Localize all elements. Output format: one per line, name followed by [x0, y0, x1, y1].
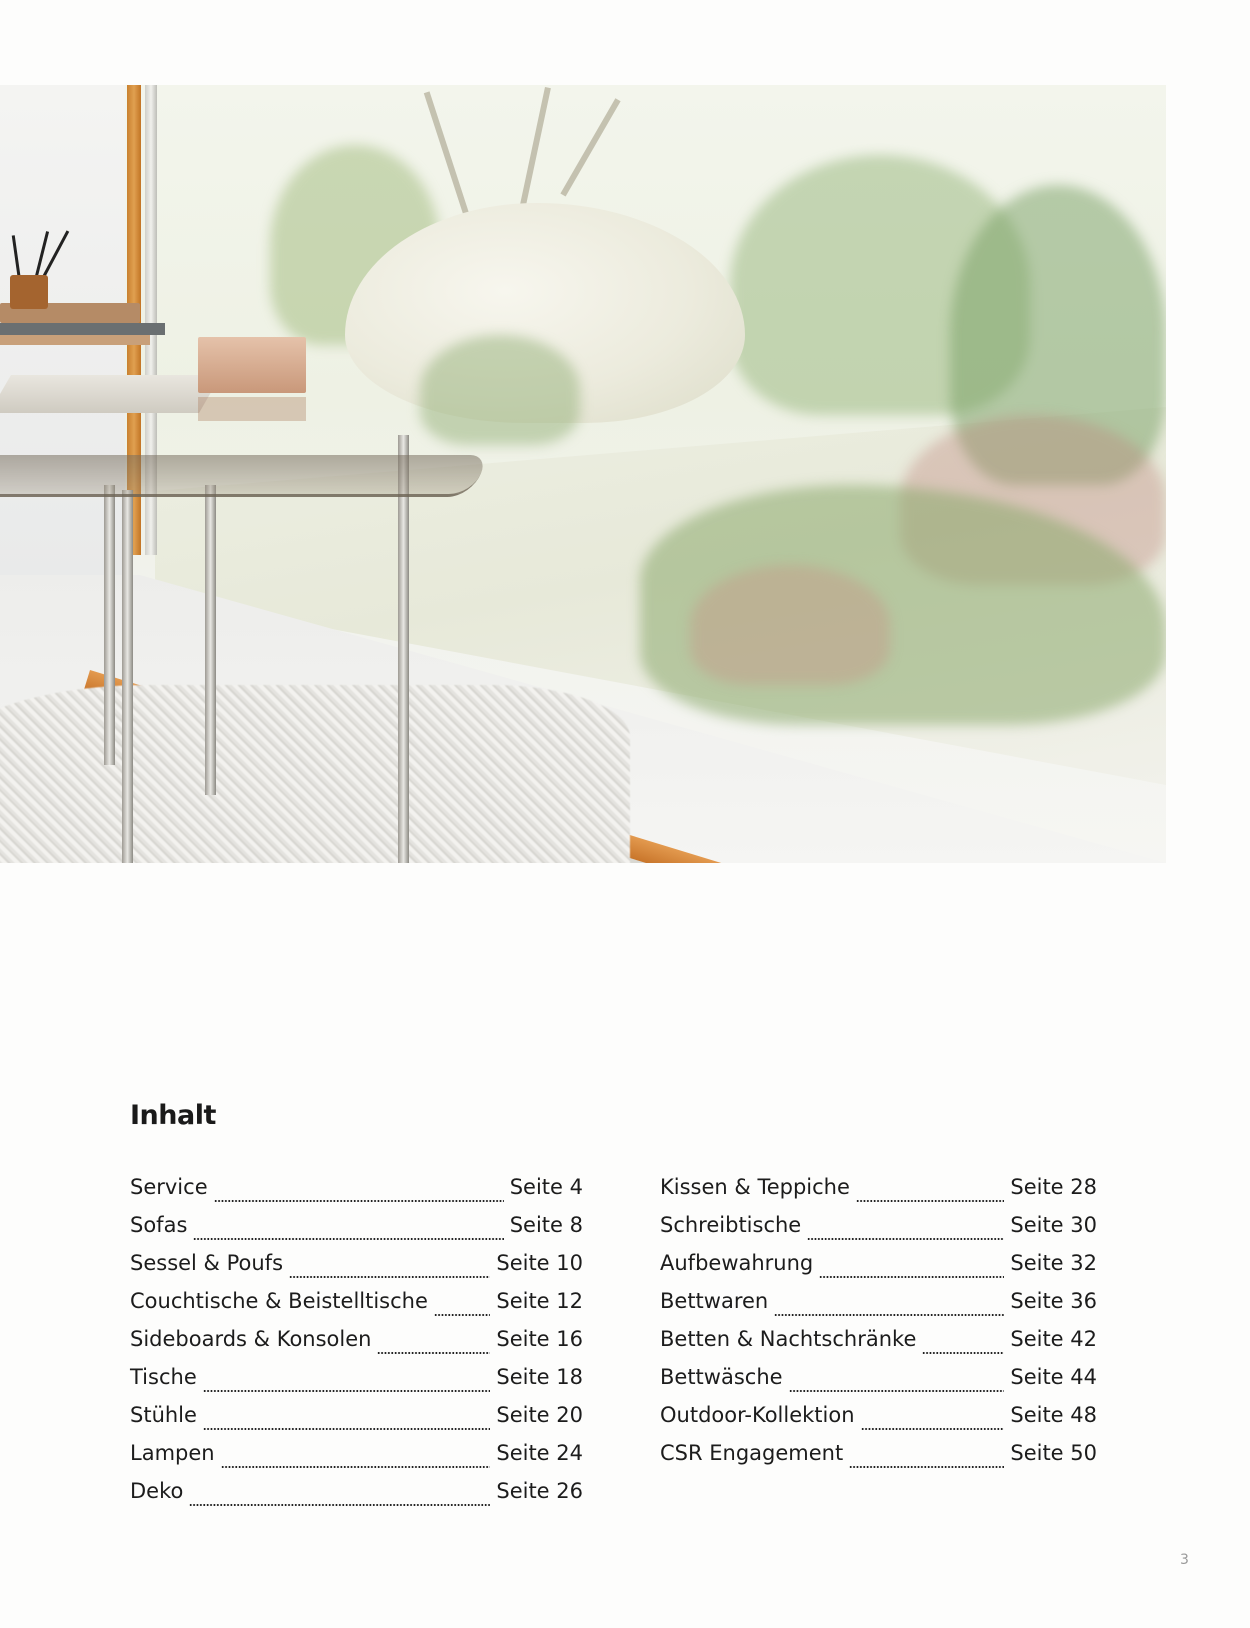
garden-plant — [420, 335, 580, 445]
toc-entry[interactable] — [130, 1441, 583, 1479]
toc-entry-page: Seite 28 — [1010, 1175, 1097, 1199]
toc-entry-label: Lampen — [130, 1441, 215, 1465]
toc-entry-page: Seite 8 — [509, 1213, 583, 1237]
table-leg — [122, 490, 133, 863]
toc-entry-page: Seite 12 — [496, 1289, 583, 1313]
shaggy-rug — [0, 685, 630, 863]
toc-entry[interactable] — [130, 1479, 583, 1517]
decor-box — [198, 337, 306, 393]
box-reflection — [198, 397, 306, 421]
dot-leader — [856, 1200, 1004, 1202]
toc-entry-label: Service — [130, 1175, 208, 1199]
toc-entry[interactable] — [660, 1365, 1097, 1403]
dot-leader — [377, 1352, 490, 1354]
toc-entry[interactable] — [130, 1365, 583, 1403]
dot-leader — [221, 1466, 491, 1468]
dot-leader — [819, 1276, 1004, 1278]
toc-entry-page: Seite 10 — [496, 1251, 583, 1275]
glass-table-top — [0, 455, 488, 497]
dot-leader — [193, 1238, 503, 1240]
toc-entry-page: Seite 24 — [496, 1441, 583, 1465]
dot-leader — [189, 1504, 490, 1506]
dot-leader — [214, 1200, 504, 1202]
toc-column-right — [660, 1175, 1097, 1479]
dot-leader — [289, 1276, 490, 1278]
toc-entry-label: Bettwäsche — [660, 1365, 783, 1389]
toc-entry-label: Tische — [130, 1365, 197, 1389]
toc-entry-label: Betten & Nachtschränke — [660, 1327, 917, 1351]
toc-entry-label: Sofas — [130, 1213, 188, 1237]
dot-leader — [203, 1428, 490, 1430]
toc-entry-label: CSR Engagement — [660, 1441, 844, 1465]
dot-leader — [434, 1314, 490, 1316]
toc-entry-label: Stühle — [130, 1403, 197, 1427]
toc-entry-label: Deko — [130, 1479, 184, 1503]
toc-entry[interactable] — [130, 1251, 583, 1289]
toc-entry-label: Schreibtische — [660, 1213, 802, 1237]
toc-entry-page: Seite 16 — [496, 1327, 583, 1351]
toc-entry[interactable] — [660, 1289, 1097, 1327]
toc-entry-page: Seite 4 — [509, 1175, 583, 1199]
toc-entry-label: Sessel & Poufs — [130, 1251, 284, 1275]
hero-photo — [0, 85, 1166, 863]
toc-entry[interactable] — [130, 1175, 583, 1213]
toc-entry[interactable] — [130, 1327, 583, 1365]
toc-entry[interactable] — [660, 1251, 1097, 1289]
toc-entry-label: Aufbewahrung — [660, 1251, 814, 1275]
toc-entry-page: Seite 42 — [1010, 1327, 1097, 1351]
book — [0, 323, 165, 335]
tree-trunk — [520, 87, 551, 206]
table-leg — [205, 485, 216, 795]
toc-entry[interactable] — [660, 1175, 1097, 1213]
table-leg — [398, 435, 409, 863]
dot-leader — [922, 1352, 1004, 1354]
toc-entry-page: Seite 44 — [1010, 1365, 1097, 1389]
garden-plant — [690, 565, 890, 685]
toc-entry-page: Seite 20 — [496, 1403, 583, 1427]
toc-entry[interactable] — [660, 1403, 1097, 1441]
toc-entry-page: Seite 48 — [1010, 1403, 1097, 1427]
magazine — [0, 375, 221, 413]
toc-entry-label: Couchtische & Beistelltische — [130, 1289, 428, 1313]
dot-leader — [789, 1390, 1005, 1392]
toc-entry-page: Seite 50 — [1010, 1441, 1097, 1465]
toc-entry[interactable] — [660, 1441, 1097, 1479]
tree-trunk — [560, 98, 620, 196]
dot-leader — [861, 1428, 1005, 1430]
toc-entry-label: Sideboards & Konsolen — [130, 1327, 372, 1351]
toc-title: Inhalt — [130, 1100, 216, 1131]
toc-entry[interactable] — [130, 1289, 583, 1327]
table-leg — [104, 485, 115, 765]
toc-entry-label: Bettwaren — [660, 1289, 769, 1313]
toc-entry-page: Seite 36 — [1010, 1289, 1097, 1313]
toc-entry-page: Seite 32 — [1010, 1251, 1097, 1275]
page-number: 3 — [1180, 1552, 1189, 1568]
pen-cup — [10, 275, 48, 309]
dot-leader — [774, 1314, 1004, 1316]
toc-column-left — [130, 1175, 583, 1517]
toc-entry[interactable] — [130, 1403, 583, 1441]
toc-entry-label: Kissen & Teppiche — [660, 1175, 850, 1199]
toc-entry-page: Seite 26 — [496, 1479, 583, 1503]
toc-entry-label: Outdoor-Kollektion — [660, 1403, 855, 1427]
dot-leader — [849, 1466, 1004, 1468]
book — [0, 335, 150, 345]
toc-entry[interactable] — [130, 1213, 583, 1251]
toc-entry[interactable] — [660, 1327, 1097, 1365]
toc-entry-page: Seite 18 — [496, 1365, 583, 1389]
toc-entry-page: Seite 30 — [1010, 1213, 1097, 1237]
dot-leader — [203, 1390, 491, 1392]
toc-entry[interactable] — [660, 1213, 1097, 1251]
dot-leader — [807, 1238, 1004, 1240]
